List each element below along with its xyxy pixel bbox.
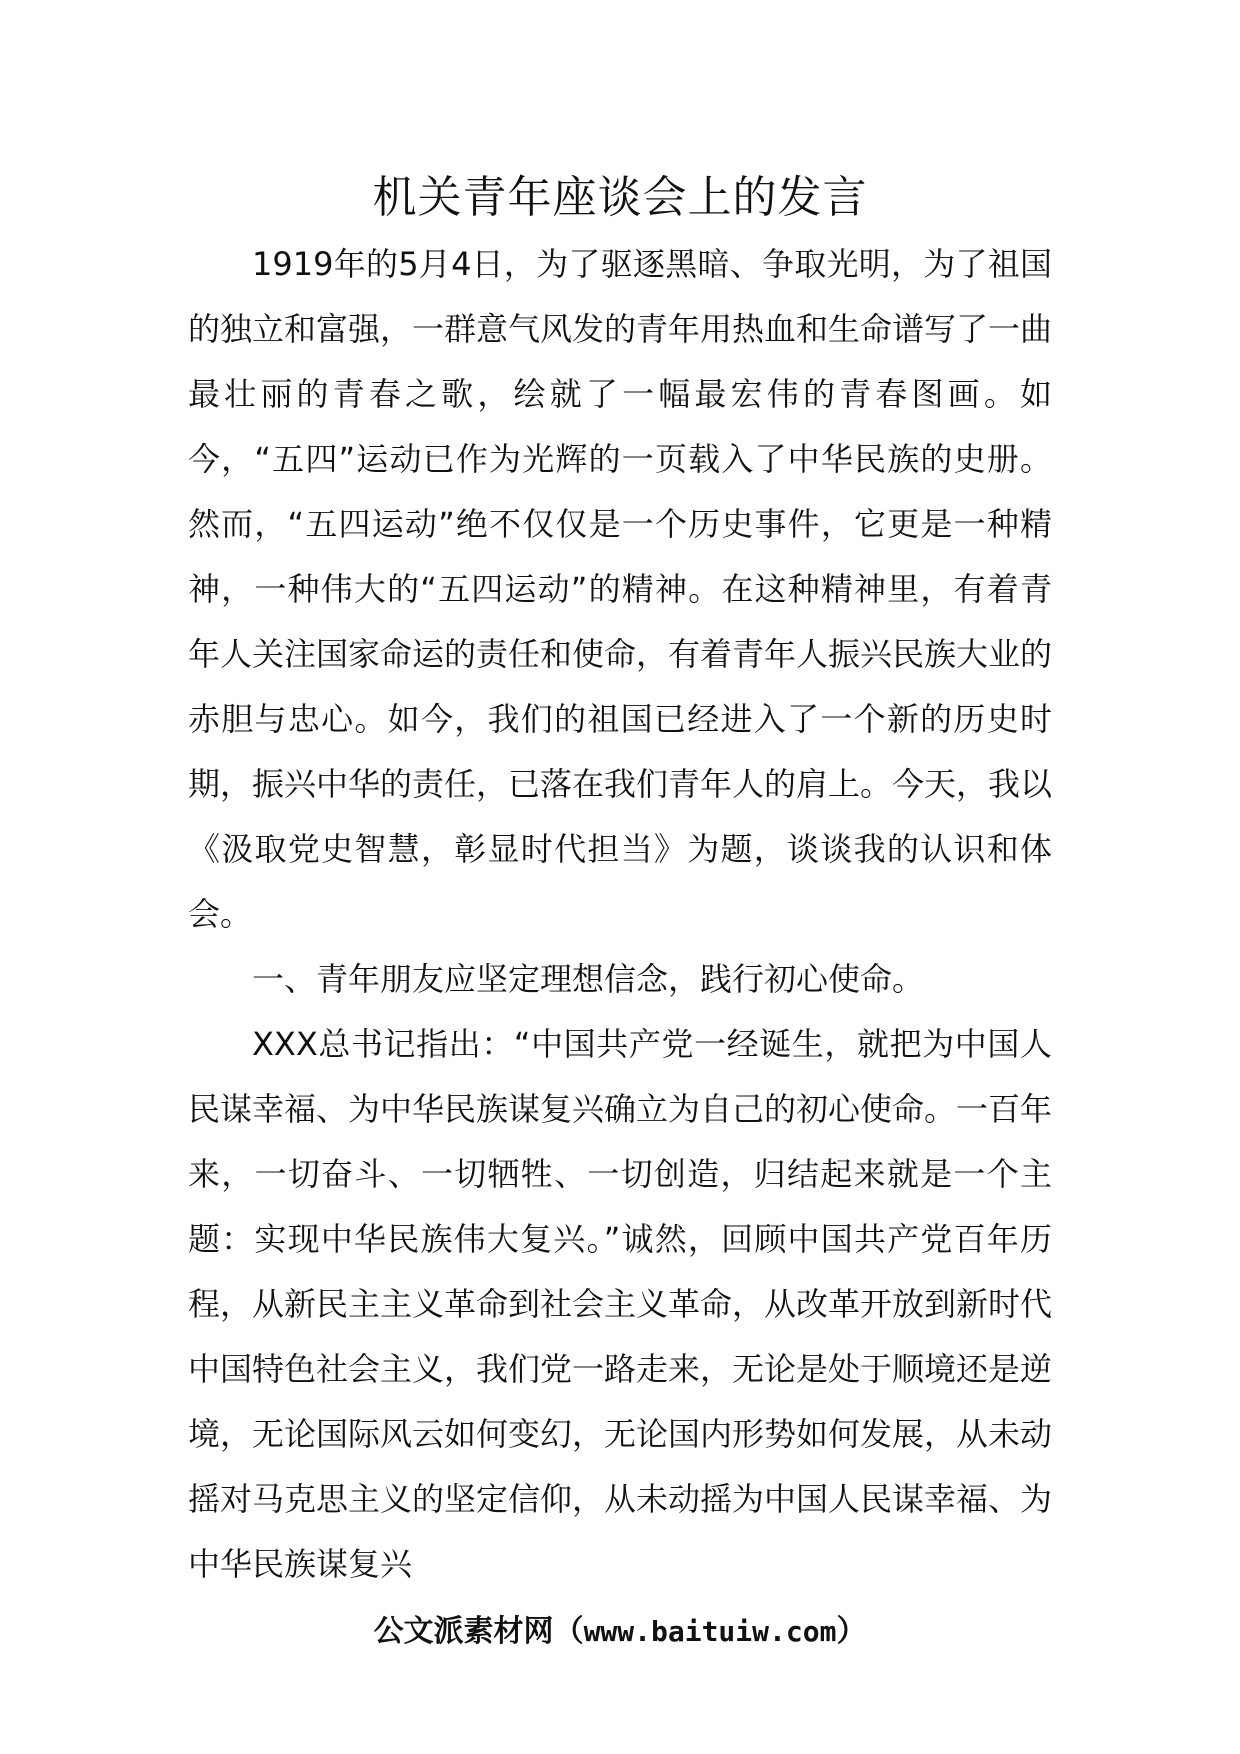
document-title: 机关青年座谈会上的发言 [372, 172, 868, 223]
footer-url[interactable]: www.baituiw.com [583, 1615, 837, 1648]
footer-open-paren: （ [553, 1614, 584, 1649]
body-paragraph-section-1: XXX总书记指出：“中国共产党一经诞生，就把为中国人民谋幸福、为中华民族谋复兴确立为自己的初心使命。一百年来，一切奋斗、一切牺牲、一切创造，归结起来就是一个主题：实现中华民族伟大复兴。”诚然，回顾中国共产党百年历程，从新民主主义革命到社会主义革命，从改革开放到新时代中国特色社会主义，我们党一路走来，无论是处于顺境还是逆境，无论国际风云如何变幻，无论国内形势如何发展，从未动摇对马克思主义的坚定信仰，从未动摇为中国人民谋幸福、为中华民族谋复兴 [188, 1025, 1053, 1583]
body-paragraph-intro: 1919年的5月4日，为了驱逐黑暗、争取光明，为了祖国的独立和富强，一群意气风发的青年用热血和生命谱写了一曲最壮丽的青春之歌，绘就了一幅最宏伟的青春图画。如今，“五四”运动已作为光辉的一页载入了中华民族的史册。然而，“五四运动”绝不仅仅是一个历史事件，它更是一种精神，一种伟大的“五四运动”的精神。在这种精神里，有着青年人关注国家命运的责任和使命，有着青年人振兴民族大业的赤胆与忠心。如今，我们的祖国已经进入了一个新的历史时期，振兴中华的责任，已落在我们青年人的肩上。今天，我以《汲取党史智慧，彰显时代担当》为题，谈谈我的认识和体会。 [188, 245, 1053, 933]
section-heading-1: 一、青年朋友应坚定理想信念，践行初心使命。 [252, 960, 925, 998]
footer-site-name: 公文派素材网 [373, 1614, 554, 1649]
footer-watermark [0, 1612, 1240, 1652]
document-body [188, 232, 1052, 1597]
footer-close-paren: ） [836, 1614, 867, 1649]
